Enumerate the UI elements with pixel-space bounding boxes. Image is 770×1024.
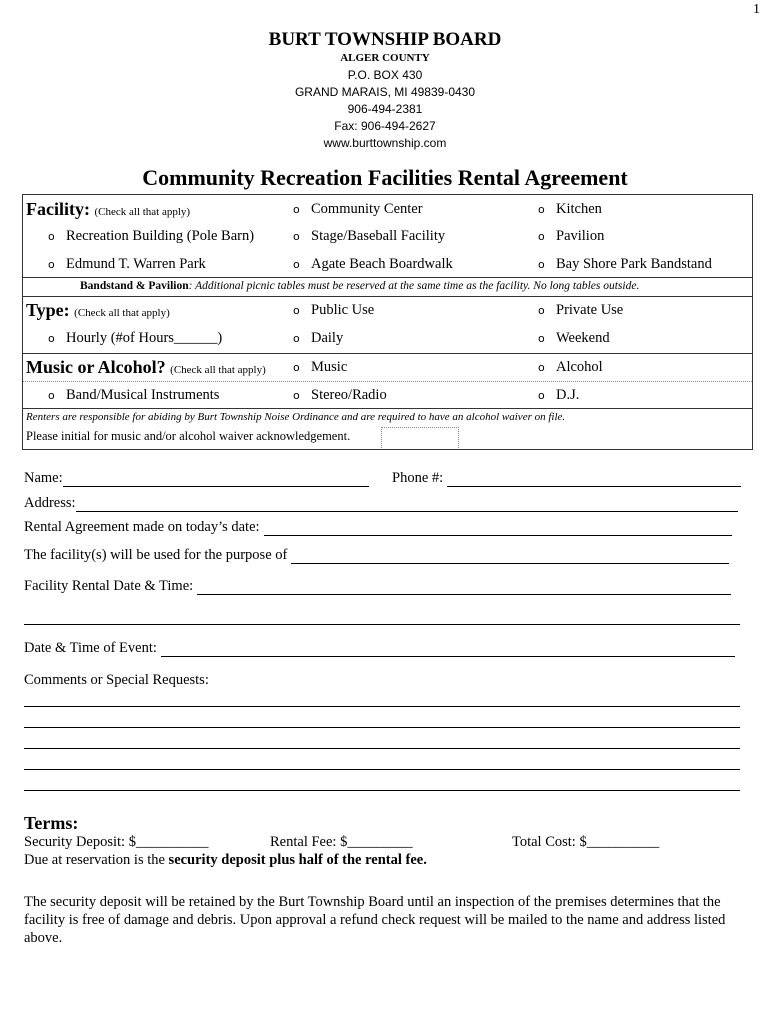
agreement-date-label: Rental Agreement made on today’s date: [24,519,260,535]
purpose-label: The facility(s) will be used for the purpose of [24,547,288,563]
checkbox-bullet[interactable]: o [48,258,55,271]
divider [23,353,752,354]
bandstand-note-bold: Bandstand & Pavilion [80,280,189,292]
checkbox-bullet[interactable]: o [538,203,545,216]
name-input[interactable] [63,471,369,487]
county-label: ALGER COUNTY [340,52,430,64]
option-community-center[interactable] [293,201,423,218]
rental-date-row [24,578,731,595]
due-at-reservation [24,852,427,869]
option-stage-baseball[interactable] [293,228,445,245]
checkbox-bullet[interactable]: o [538,230,545,243]
due-bold: security deposit plus half of the rental fee. [168,852,427,868]
option-weekend[interactable] [538,330,610,347]
option-label: Recreation Building (Pole Barn) [66,228,255,244]
initial-field[interactable] [381,427,459,448]
option-label: Band/Musical Instruments [66,387,220,403]
music-hint: (Check all that apply) [170,364,266,376]
checkbox-bullet[interactable]: o [293,361,300,374]
phone-row [392,470,741,487]
fax-number: Fax: 906-494-2627 [334,119,436,133]
terms-heading: Terms: [24,813,79,833]
checkbox-bullet[interactable]: o [293,230,300,243]
option-agate-beach[interactable] [293,256,453,273]
comments-row [24,672,209,689]
option-hourly[interactable] [48,330,222,347]
divider [23,408,752,409]
option-label: Kitchen [556,201,602,217]
checkbox-bullet[interactable]: o [48,230,55,243]
checkbox-bullet[interactable]: o [538,258,545,271]
comments-label: Comments or Special Requests: [24,672,209,688]
option-private-use[interactable] [538,302,623,319]
checkbox-bullet[interactable]: o [293,389,300,402]
option-warren-park[interactable] [48,256,206,273]
option-stereo[interactable] [293,387,387,404]
page-number: 1 [753,2,760,17]
music-heading [26,357,266,378]
phone-label: Phone #: [392,470,444,486]
type-label: Type: [26,300,70,320]
checkbox-bullet[interactable]: o [48,389,55,402]
option-label: Pavilion [556,228,605,244]
option-dj[interactable] [538,387,579,404]
comments-line[interactable] [24,769,740,770]
type-hint: (Check all that apply) [74,307,170,319]
document-title: Community Recreation Facilities Rental Agreement [142,165,628,190]
option-label: Music [311,359,348,375]
noise-ordinance-note: Renters are responsible for abiding by Burt Township Noise Ordinance and are required to have an alcohol waiver on file. [26,411,566,423]
bandstand-note-text: : Additional picnic tables must be reserved at the same time as the facility. No long tables outside. [188,280,640,292]
checkbox-bullet[interactable]: o [538,361,545,374]
option-label: Public Use [311,302,375,318]
option-label: Community Center [311,201,423,217]
city-address: GRAND MARAIS, MI 49839-0430 [294,85,476,99]
option-label: Agate Beach Boardwalk [311,256,453,272]
address-row [24,495,738,512]
checkbox-bullet[interactable]: o [293,258,300,271]
facility-hint: (Check all that apply) [94,206,191,218]
options-table [22,194,753,450]
option-label: Hourly (#of Hours______) [66,330,223,346]
option-band[interactable] [48,387,219,404]
option-recreation-building[interactable] [48,228,254,245]
option-label: D.J. [556,387,580,403]
option-bay-shore-bandstand[interactable] [538,256,712,273]
initial-note: Please initial for music and/or alcohol waiver acknowledgement. [26,429,351,443]
phone-number: 906-494-2381 [347,102,423,116]
agreement-date-input[interactable] [264,520,732,536]
phone-input[interactable] [447,471,741,487]
comments-line[interactable] [24,748,740,749]
event-date-label: Date & Time of Event: [24,640,157,656]
address-label: Address: [24,495,76,511]
option-label: Weekend [556,330,610,346]
website: www.burttownship.com [323,136,447,150]
option-public-use[interactable] [293,302,374,319]
total-cost-field[interactable]: Total Cost: $__________ [512,834,660,850]
agreement-date-row [24,519,732,536]
purpose-row [24,547,729,564]
comments-line[interactable] [24,706,740,707]
option-label: Daily [311,330,344,346]
option-music[interactable] [293,359,347,376]
option-kitchen[interactable] [538,201,602,218]
divider [23,381,752,382]
name-row [24,470,369,487]
bandstand-note [80,280,639,292]
comments-line[interactable] [24,790,740,791]
purpose-input[interactable] [291,548,729,564]
rental-date-input[interactable] [197,579,731,595]
checkbox-bullet[interactable]: o [538,389,545,402]
music-label: Music or Alcohol? [26,357,166,377]
rental-fee-field[interactable]: Rental Fee: $_________ [270,834,413,850]
option-label: Alcohol [556,359,603,375]
option-label: Private Use [556,302,624,318]
rental-date-label: Facility Rental Date & Time: [24,578,194,594]
comments-line[interactable] [24,727,740,728]
security-deposit-field[interactable]: Security Deposit: $__________ [24,834,209,850]
option-label: Stage/Baseball Facility [311,228,446,244]
checkbox-bullet[interactable]: o [538,304,545,317]
checkbox-bullet[interactable]: o [538,332,545,345]
rental-date-line-2[interactable] [24,624,740,625]
checkbox-bullet[interactable]: o [48,332,55,345]
option-label: Edmund T. Warren Park [66,256,206,272]
checkbox-bullet[interactable]: o [293,203,300,216]
address-input[interactable] [76,496,738,512]
security-deposit-paragraph: The security deposit will be retained by the Burt Township Board until an inspection of the premises determines that the facility is free of damage and debris. Upon approval a refund check request will be mailed to the name and address listed above. [24,894,726,946]
checkbox-bullet[interactable]: o [293,332,300,345]
option-pavilion[interactable] [538,228,604,245]
option-daily[interactable] [293,330,343,347]
po-box: P.O. BOX 430 [347,68,423,82]
option-alcohol[interactable] [538,359,603,376]
facility-label: Facility: [26,199,90,219]
event-date-input[interactable] [161,641,735,657]
type-heading [26,300,170,321]
due-prefix: Due at reservation is the [24,852,169,868]
option-label: Bay Shore Park Bandstand [556,256,712,272]
board-title: BURT TOWNSHIP BOARD [268,29,502,50]
facility-heading [26,199,190,220]
divider [23,277,752,278]
checkbox-bullet[interactable]: o [293,304,300,317]
option-label: Stereo/Radio [311,387,387,403]
name-label: Name: [24,470,63,486]
divider [23,296,752,297]
event-date-row [24,640,735,657]
